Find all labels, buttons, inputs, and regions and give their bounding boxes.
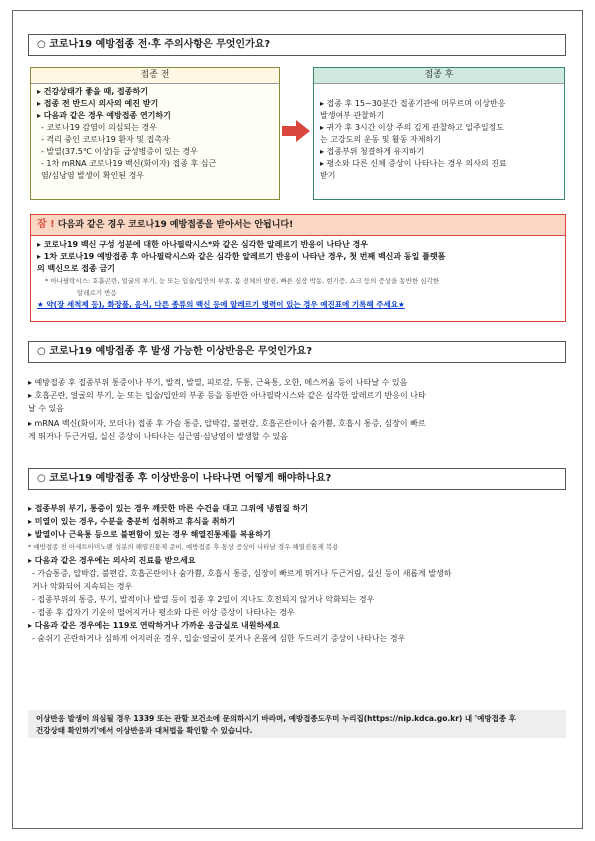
- guide-footnote: * 예방접종 전 아세트아미노펜 성분의 해열진통제 준비, 예방접종 후 통상 증상이 나타날 경우 해열진통제 복용: [28, 543, 339, 551]
- after-list: [314, 84, 564, 184]
- contraindication-item: ▸ 1차 코로나19 예방접종 후 아나필락시스와 같은 심각한 알레르기 반응이 나타난 경우, 첫 번째 백신과 동일 플랫폼: [37, 252, 446, 261]
- notice-line: 건강상태 확인하기'에서 이상반응과 대처법을 확인할 수 있습니다.: [36, 726, 253, 735]
- contraindication-header: [31, 215, 565, 236]
- allergy-history-note: ★ 약(장 세척제 등), 화장품, 음식, 다른 종류의 백신 등에 알레르기 병력이 있는 경우 예진표에 기록해 주세요★: [37, 300, 405, 309]
- before-subitem: - 코로나19 감염이 의심되는 경우: [41, 123, 157, 132]
- guide-subitem: 거나 악화되어 지속되는 경우: [32, 582, 133, 591]
- contact-notice: [28, 710, 566, 738]
- after-header: 접종 후: [314, 68, 564, 84]
- before-item: ▸ 건강상태가 좋을 때, 접종하기: [37, 87, 148, 96]
- warning-mark: 잠 !: [37, 219, 55, 230]
- before-vaccination-box: [30, 67, 280, 200]
- section2-title: ○ 코로나19 예방접종 후 발생 가능한 이상반응은 무엇인가요?: [28, 341, 566, 363]
- guide-item: ▸ 다음과 같은 경우에는 119로 연락하거나 가까운 응급실로 내원하세요: [28, 621, 280, 630]
- guide-item: ▸ 다음과 같은 경우에는 의사의 진료를 받으세요: [28, 556, 196, 565]
- contraindication-item: ▸ 코로나19 백신 구성 성분에 대한 아나필락시스*와 같은 심각한 알레르기 반응이 나타난 경우: [37, 240, 368, 249]
- section1-title: ○ 코로나19 예방접종 전·후 주의사항은 무엇인가요?: [28, 34, 566, 56]
- reaction-item: ▸ 호흡곤란, 얼굴의 부기, 눈 또는 입술/입안의 부종 등을 동반한 아나필락시스와 같은 심각한 알레르기 반응이 나타: [28, 391, 426, 400]
- after-item: ▸ 접종 후 15~30분간 접종기관에 머무르며 이상반응: [320, 99, 506, 108]
- contraindication-list: [31, 236, 565, 314]
- reaction-item: 날 수 있음: [28, 404, 64, 413]
- reaction-item: ▸ 예방접종 후 접종부위 통증이나 부기, 발적, 발열, 피로감, 두통, 근육통, 오한, 메스꺼움 등이 나타날 수 있음: [28, 378, 408, 387]
- before-header: 접종 전: [31, 68, 279, 84]
- after-item: ▸ 평소와 다른 신체 증상이 나타나는 경우 의사의 진료: [320, 159, 507, 168]
- guide-subitem: - 접종부위의 통증, 부기, 발적이나 발열 등이 접종 후 2일이 지나도 호전되지 않거나 악화되는 경우: [32, 595, 375, 604]
- section3-title: ○ 코로나19 예방접종 후 이상반응이 나타나면 어떻게 해야하나요?: [28, 468, 566, 490]
- before-subitem: - 발열(37.5℃ 이상)등 급성병증이 있는 경우: [41, 147, 198, 156]
- guide-item: ▸ 발열이나 근육통 등으로 불편함이 있는 경우 해열진통제를 복용하기: [28, 530, 271, 539]
- after-item: ▸ 접종부위 청결하게 유지하기: [320, 147, 425, 156]
- before-item: ▸ 접종 전 반드시 의사의 예진 받기: [37, 99, 159, 108]
- contraindication-box: [30, 214, 566, 322]
- after-item: 는 고강도의 운동 및 활동 자제하기: [320, 135, 441, 144]
- guide-subitem: - 가슴통증, 압박감, 불편감, 호흡곤란이나 숨가쁨, 호흡시 통증, 심장이 빠르게 뛰거나 두근거림, 실신 등이 새롭게 발생하: [32, 569, 452, 578]
- arrow-right-icon: [282, 120, 310, 142]
- guide-item: ▸ 접종부위 부기, 통증이 있는 경우 깨끗한 마른 수건을 대고 그위에 냉찜질 하기: [28, 504, 309, 513]
- response-guide-list: [28, 502, 566, 645]
- reaction-item: 게 뛰거나 두근거림, 실신 증상이 나타나는 심근염·심낭염이 발생할 수 있음: [28, 432, 288, 441]
- before-list: [31, 84, 279, 184]
- before-subitem: - 1차 mRNA 코로나19 백신(화이자) 접종 후 심근: [41, 159, 217, 168]
- after-item: 발생여부 관찰하기: [320, 111, 385, 120]
- guide-item: ▸ 미열이 있는 경우, 수분을 충분히 섭취하고 휴식을 취하기: [28, 517, 236, 526]
- contraindication-title: 다음과 같은 경우 코로나19 예방접종을 받아서는 안됩니다!: [57, 220, 294, 230]
- footnote-anaphylaxis: * 아나필락시스: 호흡곤란, 얼굴의 부기, 눈 또는 입술/입안의 부종, 몸 전체의 발진, 빠른 심장 박동, 현기증, 쇼크 등의 증상을 동반한 심각한: [45, 277, 440, 285]
- guide-subitem: - 숨쉬기 곤란하거나 심하게 어지러운 경우, 입술·얼굴이 붓거나 온몸에 심한 두드러기 증상이 나타나는 경우: [32, 634, 406, 643]
- reaction-item: ▸ mRNA 백신(화이자, 모더나) 접종 후 가슴 통증, 압박감, 불편감, 호흡곤란이나 숨가쁨, 호흡시 통증, 심장이 빠르: [28, 419, 426, 428]
- after-item: ▸ 귀가 후 3시간 이상 주의 깊게 관찰하고 일주일정도: [320, 123, 505, 132]
- before-subitem: - 격리 중인 코로나19 환자 및 접촉자: [41, 135, 170, 144]
- footnote-anaphylaxis-cont: 알레르기 반응: [77, 289, 117, 297]
- before-subitem: 염/심낭염 발생이 확인된 경우: [41, 171, 145, 180]
- after-item: 받기: [320, 171, 336, 180]
- notice-line: 이상반응 발생이 의심될 경우 1339 또는 관할 보건소에 문의하시기 바라며, 예방접종도우미 누리집(https://nip.kdca.go.kr) 내 '예방접종 후: [36, 714, 516, 723]
- adverse-reactions-list: [28, 376, 566, 443]
- before-item: ▸ 다음과 같은 경우 예방접종 연기하기: [37, 111, 171, 120]
- after-vaccination-box: [313, 67, 565, 200]
- contraindication-item: 의 백신으로 접종 금기: [37, 264, 115, 273]
- guide-subitem: - 접종 후 갑자기 기운이 떨어지거나 평소와 다른 이상 증상이 나타나는 경우: [32, 608, 295, 617]
